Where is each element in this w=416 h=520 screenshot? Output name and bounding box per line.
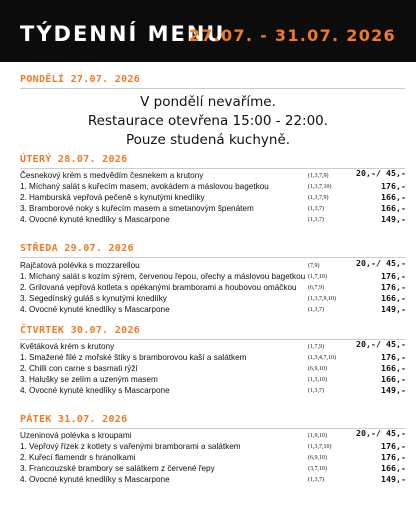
dish-price: 149,- bbox=[381, 385, 406, 395]
dish-price: 20,-/ 45,- bbox=[356, 428, 406, 438]
dish-number: 4. bbox=[20, 475, 27, 484]
dish-number: 2. bbox=[20, 364, 27, 373]
allergens: (3,7,10) bbox=[308, 466, 327, 472]
day-divider bbox=[20, 257, 405, 258]
menu-row bbox=[20, 271, 406, 282]
dish-price: 166,- bbox=[381, 192, 406, 202]
menu-title: TÝDENNÍ MENU bbox=[20, 22, 226, 46]
dish-price: 166,- bbox=[381, 374, 406, 384]
dish-price: 166,- bbox=[381, 293, 406, 303]
dish-name: Česnekový krém s medvědím česnekem a krutony bbox=[20, 171, 204, 180]
dish-name: Bramborové noky s kuřecím masem a smetanovým špenátem bbox=[29, 204, 254, 213]
soup-row bbox=[20, 430, 406, 441]
dish-name: Ovocné kynuté knedlíky s Mascarpone bbox=[29, 305, 170, 314]
dish-name: Ovocné kynuté knedlíky s Mascarpone bbox=[29, 475, 170, 484]
allergens: (1,3,7) bbox=[308, 307, 324, 313]
day-title: PÁTEK 31.07. 2026 bbox=[20, 414, 128, 425]
allergens: (1,3,7) bbox=[308, 206, 324, 212]
allergens: (1,3,7,9) bbox=[308, 195, 329, 201]
dish-price: 176,- bbox=[381, 352, 406, 362]
dish-price: 166,- bbox=[381, 363, 406, 373]
dish-name: Květáková krém s krutony bbox=[20, 342, 115, 351]
day-section-thursday bbox=[20, 325, 406, 340]
dish-price: 20,-/ 45,- bbox=[356, 258, 406, 268]
day-divider bbox=[20, 339, 405, 340]
dish-number: 2. bbox=[20, 283, 27, 292]
day-title: PONDĚLÍ 27.07. 2026 bbox=[20, 74, 141, 85]
menu-row bbox=[20, 203, 406, 214]
dish-name: Vepřový řízek z kotlety s vařenými bramborami a salátkem bbox=[29, 442, 241, 451]
allergens: (1,3,7) bbox=[308, 477, 324, 483]
dish-name: Uzeninová polévka s kroupami bbox=[20, 431, 132, 440]
menu-header bbox=[0, 0, 416, 62]
soup-row bbox=[20, 260, 406, 271]
menu-row bbox=[20, 304, 406, 315]
allergens: (1,7,9) bbox=[308, 344, 324, 350]
dish-price: 20,-/ 45,- bbox=[356, 339, 406, 349]
menu-row bbox=[20, 214, 406, 225]
day-title: ČTVRTEK 30.07. 2026 bbox=[20, 325, 141, 336]
menu-row bbox=[20, 282, 406, 293]
dish-name: Ovocné kynuté knedlíky s Mascarpone bbox=[29, 386, 170, 395]
day-title: ÚTERÝ 28.07. 2026 bbox=[20, 154, 128, 165]
dish-name: Rajčatová polévka s mozzarellou bbox=[20, 261, 140, 270]
dish-number: 4. bbox=[20, 305, 27, 314]
dish-price: 149,- bbox=[381, 214, 406, 224]
allergens: (1,3,7,9) bbox=[308, 173, 329, 179]
dish-number: 4. bbox=[20, 215, 27, 224]
day-section-tuesday bbox=[20, 154, 406, 169]
soup-row bbox=[20, 341, 406, 352]
day-divider bbox=[20, 428, 405, 429]
dish-name: Grilovaná vepřová kotleta s opékanými bramborami a houbovou omáčkou bbox=[29, 283, 297, 292]
dish-number: 1. bbox=[20, 442, 27, 451]
menu-row bbox=[20, 463, 406, 474]
menu-row bbox=[20, 181, 406, 192]
dish-price: 176,- bbox=[381, 282, 406, 292]
menu-row bbox=[20, 352, 406, 363]
allergens: (1,7,10) bbox=[308, 274, 327, 280]
allergens: (1,3,4,7,10) bbox=[308, 355, 336, 361]
dish-name: Chilli con carne s basmati rýží bbox=[29, 364, 138, 373]
dish-name: Smažené filé z mořské štiky s bramborovou kaší a salátkem bbox=[29, 353, 247, 362]
dish-number: 3. bbox=[20, 204, 27, 213]
allergens: (6,9,10) bbox=[308, 366, 327, 372]
notice-line: V pondělí nevaříme. bbox=[140, 94, 276, 110]
dish-name: Halušky se zelím a uzeným masem bbox=[29, 375, 158, 384]
dish-name: Míchaný salát s kuřecím masem, avokádem a máslovou bagetkou bbox=[29, 182, 269, 191]
dish-number: 1. bbox=[20, 272, 27, 281]
dish-name: Kuřecí flamendr s hranolkami bbox=[29, 453, 136, 462]
day-section-monday bbox=[20, 74, 406, 89]
menu-row bbox=[20, 293, 406, 304]
dish-name: Hamburská vepřová pečeně s kynutými knedlíky bbox=[29, 193, 205, 202]
allergens: (1,3,10) bbox=[308, 377, 327, 383]
dish-price: 176,- bbox=[381, 452, 406, 462]
dish-number: 1. bbox=[20, 353, 27, 362]
dish-number: 3. bbox=[20, 375, 27, 384]
dish-number: 4. bbox=[20, 386, 27, 395]
allergens: (1,3,7,10) bbox=[308, 184, 332, 190]
dish-price: 149,- bbox=[381, 304, 406, 314]
menu-row bbox=[20, 363, 406, 374]
menu-row bbox=[20, 385, 406, 396]
dish-name: Segedínský guláš s kynutými knedlíky bbox=[29, 294, 167, 303]
day-divider bbox=[20, 168, 405, 169]
allergens: (6,7,9) bbox=[308, 285, 324, 291]
allergens: (6,9,10) bbox=[308, 455, 327, 461]
date-range: 27.07. - 31.07. 2026 bbox=[188, 26, 396, 45]
monday-notice bbox=[0, 93, 416, 150]
dish-number: 3. bbox=[20, 294, 27, 303]
menu-row bbox=[20, 192, 406, 203]
notice-line: Restaurace otevřena 15:00 - 22:00. bbox=[87, 113, 329, 129]
allergens: (7,9) bbox=[308, 263, 320, 269]
notice-line: Pouze studená kuchyně. bbox=[125, 132, 291, 148]
day-divider bbox=[20, 88, 405, 89]
dish-name: Ovocné kynuté knedlíky s Mascarpone bbox=[29, 215, 170, 224]
menu-row bbox=[20, 474, 406, 485]
allergens: (1,9,10) bbox=[308, 433, 327, 439]
dish-name: Míchaný salát s kozím sýrem, červenou řepou, ořechy a máslovou bagetkou bbox=[29, 272, 306, 281]
soup-row bbox=[20, 170, 406, 181]
dish-price: 20,-/ 45,- bbox=[356, 168, 406, 178]
dish-name: Francouzské brambory se salátkem z červené řepy bbox=[29, 464, 215, 473]
dish-price: 176,- bbox=[381, 441, 406, 451]
allergens: (1,3,7) bbox=[308, 388, 324, 394]
menu-row bbox=[20, 374, 406, 385]
day-title: STŘEDA 29.07. 2026 bbox=[20, 243, 134, 254]
menu-row bbox=[20, 452, 406, 463]
dish-price: 166,- bbox=[381, 203, 406, 213]
dish-price: 166,- bbox=[381, 463, 406, 473]
dish-price: 176,- bbox=[381, 271, 406, 281]
dish-number: 3. bbox=[20, 464, 27, 473]
day-section-friday bbox=[20, 414, 406, 429]
dish-price: 149,- bbox=[381, 474, 406, 484]
allergens: (1,3,7,9,10) bbox=[308, 296, 336, 302]
dish-price: 176,- bbox=[381, 181, 406, 191]
menu-row bbox=[20, 441, 406, 452]
dish-number: 2. bbox=[20, 193, 27, 202]
dish-number: 2. bbox=[20, 453, 27, 462]
allergens: (1,3,7) bbox=[308, 217, 324, 223]
day-section-wednesday bbox=[20, 243, 406, 258]
dish-number: 1. bbox=[20, 182, 27, 191]
allergens: (1,3,7,10) bbox=[308, 444, 332, 450]
